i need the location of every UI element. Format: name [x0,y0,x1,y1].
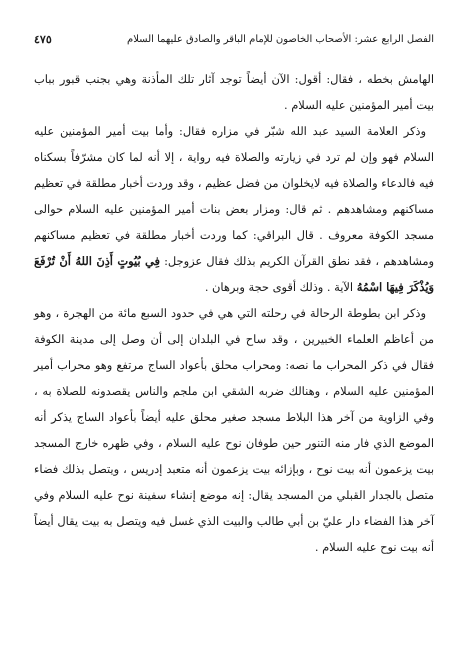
running-title: الفصل الرابع عشر: الأصحاب الخاصون للإمام الباقر والصادق عليهما السلام [127,34,434,45]
paragraph-2-text: وذكر العلامة السيد عبد الله شبّر في مزاره فقال: وأما بيت أمير المؤمنين عليه السلام فهو وإن لم ترد في زيارته والصلاة فيه رواية ، إلا أنه لما كان مشرّفاً بسكناه فيه فالدعاء والصلاة فيه لايخلوان من فضل عظيم ، وقد وردت أخبار مطلقة في تعظيم مساكنهم ومشاهدهم . ثم قال: ومزار بعض بنات أمير المؤمنين عليه السلام حوالى مسجد الكوفة معروف . قال البراقي: كما وردت أخبار مطلقة في تعظيم مساكنهم ومشاهدهم ، فقد نطق القرآن الكريم بذلك فقال عزوجل: [34,124,434,268]
page-number: ٤٧٥ [34,33,52,46]
paragraph-2 [34,118,434,300]
body-text [34,66,434,560]
quran-verse: فِي بُيُوتٍ أَذِنَ اللهُ أَنْ تُرْفَعَ وَيُذْكَرَ فِيهَا اسْمُهُ [34,254,434,294]
paragraph-2-ending: الآية . وذلك أقوى حجة وبرهان . [204,280,354,294]
paragraph-1: الهامش بخطه ، فقال: أقول: الآن أيضاً توجد آثار تلك المأذنة وهي بجنب قبور بباب بيت أمير المؤمنين عليه السلام . [34,72,434,112]
paragraph-3: وذكر ابن بطوطة الرحالة في رحلته التي هي في حدود السبع مائة من الهجرة ، وهو من أعاظم العلماء الخبيرين ، وقد ساح في البلدان إلى أن وصل إلى مدينة الكوفة فقال في ذكر المحراب ما نصه: ومحراب محلق بأعواد الساج مرتفع وهو محراب أمير المؤمنين عليه السلام ، وهنالك ضربه الشقي ابن ملجم والناس يقصدونه للصلاة به ، وفي الزاوية من آخر هذا البلاط مسجد صغير محلق عليه أيضاً بأعواد الساج يذكر أنه الموضع الذي فار منه التنور حين طوفان نوح عليه السلام ، وفي ظهره خارج المسجد بيت يزعمون أنه بيت نوح ، وبإزائه بيت يزعمون أنه متعبد إدريس ، ويتصل بذلك فضاء متصل بالجدار القبلي من المسجد يقال: إنه موضع إنشاء سفينة نوح عليه السلام وفي آخر هذا الفضاء دار عليّ بن أبي طالب والبيت الذي غسل فيه ويتصل به بيت يقال أيضاً أنه بيت نوح عليه السلام . [34,306,434,554]
page-header [34,30,434,50]
